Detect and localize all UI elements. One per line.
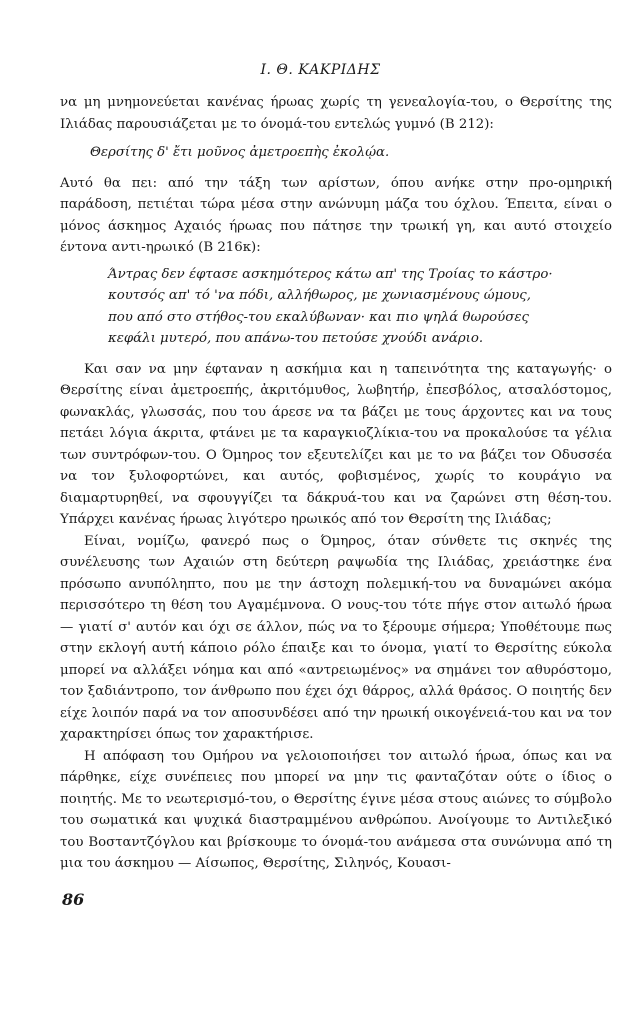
verse-line-1: Άντρας δεν έφτασε ασκημότερος κάτω απ' της Τροίας το κάστρο· xyxy=(108,266,553,282)
paragraph-4: Είναι, νομίζω, φανερό πως ο Όμηρος, όταν σύνθετε τις σκηνές της συνέλευσης των Αχαιών στη δεύτερη ραψωδία της Ιλιάδας, χρειάστηκε ένα πρόσωπο ανυπόληπτο, που με την άστοχη πολεμική-του να δυναμώνει ακόμα περισσότερο τη θέση του Αγαμέμνονα. Ο νους-του τότε πήγε στον αιτωλό ήρωα — γιατί σ' αυτόν και όχι σε άλλον, πώς να το ξέρουμε σήμερα; Υποθέτουμε πως στην εκλογή αυτή κάποιο ρόλο έπαιξε και το όνομα, γιατί το Θερσίτης εύκολα μπορεί να αλλάξει νόημα και από «αντρειωμένος» να σημάνει τον αθυρόστομο, τον ξαδιάντροπο, τον άνθρωπο που έχει όχι θάρρος, αλλά θράσος. Ο ποιητής δεν είχε λοιπόν παρά να τον αποσυνδέσει από την ηρωική οικογένειά-του και να τον χαρακτηρίσει όπως τον χαρακτήρισε. xyxy=(60,533,612,742)
running-header: Ι. Θ. ΚΑΚΡΙΔΗΣ xyxy=(260,62,381,78)
paragraph-1: να μη μνημονεύεται κανένας ήρωας χωρίς τη γενεαλογία-του, ο Θερσίτης της Ιλιάδας παρουσιάζεται με το όνομά-του εντελώς γυμνό (Β 212): xyxy=(60,95,612,132)
verse-line-4: κεφάλι μυτερό, που απάνω-του πετούσε χνούδι ανάριο. xyxy=(108,331,484,346)
verse-line-3: που από στο στήθος-του εκαλύβωναν· και πιο ψηλά θωρούσες xyxy=(108,309,529,325)
paragraph-2: Αυτό θα πει: από την τάξη των αρίστων, όπου ανήκε στην προ-ομηρική παράδοση, πετιέται τώρα μέσα στην ανώνυμη μάζα του όχλου. Έπειτα, είναι ο μόνος άσκημος Αχαιός ήρωας που πάτησε την τρωική γη, και αυτό στοιχείο έντονα αντι-ηρωικό (Β 216κ): xyxy=(60,175,612,255)
homeric-quote: Θερσίτης δ' ἔτι μοῦνος ἀμετροεπὴς ἐκολῴα. xyxy=(90,145,390,160)
text-body xyxy=(60,92,612,875)
paragraph-3: Και σαν να μην έφταναν η ασκήμια και η ταπεινότητα της καταγωγής· ο Θερσίτης είναι ἀμετροεπής, ἀκριτόμυθος, λωβητήρ, ἐπεσβόλος, ατσαλόστομος, φωνακλάς, γλωσσάς, που του άρεσε να τα βάζει με τους άρχοντες και να τους πετάει λόγια άκριτα, φτάνει με τα καραγκιοζλίκια-του να προκαλούσε τα γέλια των συντρόφων-του. Ο Όμηρος τον εξευτελίζει και με το να βάζει τον Οδυσσέα να τον ξυλοφορτώνει, και αυτός, φοβισμένος, χωρίς το κουράγιο να διαμαρτυρηθεί, να σφουγγίζει τα δάκρυά-του και να ζαρώνει στη θέση-του. Υπάρχει κανένας ήρωας λιγότερο ηρωικός από τον Θερσίτη της Ιλιάδας; xyxy=(60,361,612,527)
page-number: 86 xyxy=(62,890,85,909)
paragraph-5: Η απόφαση του Ομήρου να γελοιοποιήσει τον αιτωλό ήρωα, όπως και να πάρθηκε, είχε συνέπειες που μπορεί να μην τις φανταζόταν ούτε ο ίδιος ο ποιητής. Με το νεωτερισμό-του, ο Θερσίτης έγινε μέσα στους αιώνες το σύμβολο του σωματικά και ψυχικά διαστραμμένου ανθρώπου. Ανοίγουμε το Αντιλεξικό του Βοσταντζόγλου και βρίσκουμε το όνομά-του ανάμεσα στα συνώνυμα από τη μια του άσκημου — Αίσωπος, Θερσίτης, Σιληνός, Κουασι- xyxy=(60,748,612,871)
verse-line-2: κουτσός απ' τό 'να πόδι, αλλήθωρος, με χωνιασμένους ώμους, xyxy=(108,288,531,303)
verse-translation xyxy=(108,264,612,350)
